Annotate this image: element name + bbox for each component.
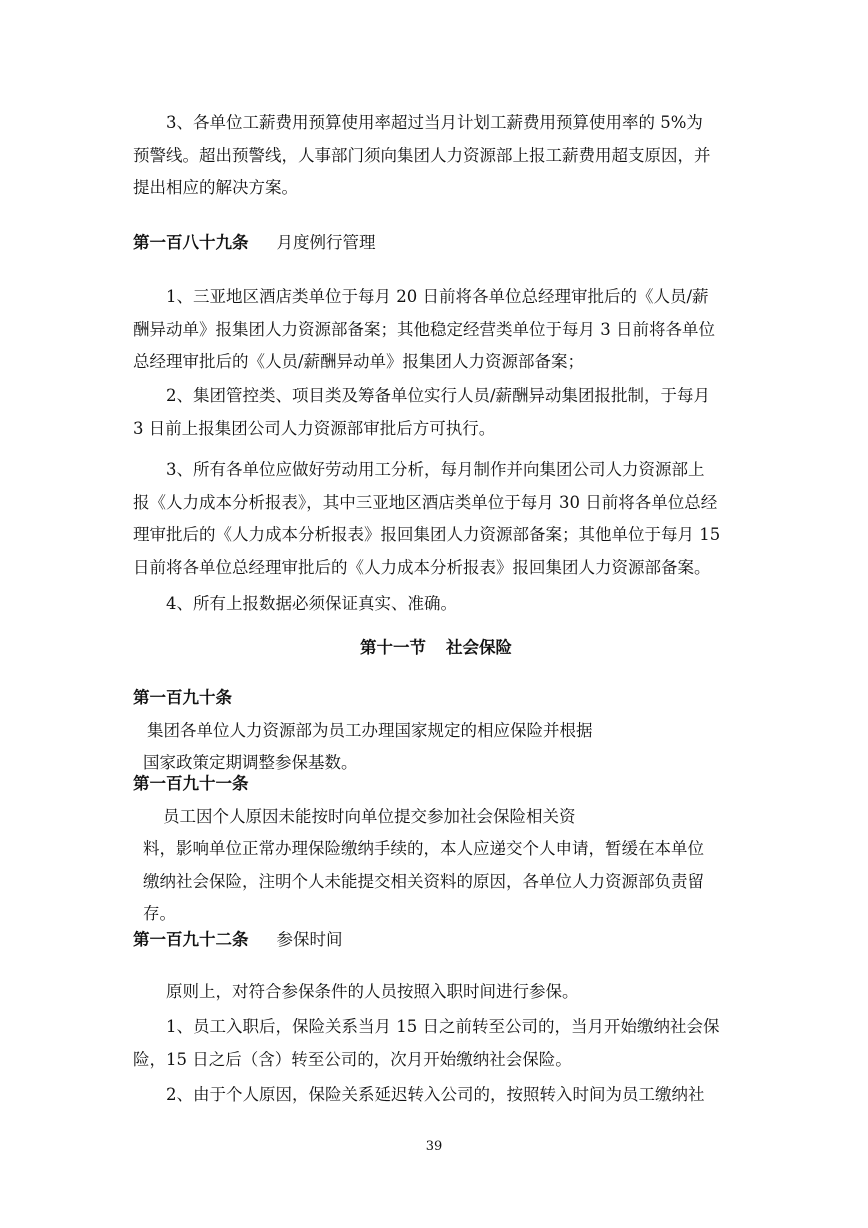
paragraph-enrollment-2 <box>133 1079 739 1112</box>
text-line: 原则上，对符合参保条件的人员按照入职时间进行参保。 <box>166 982 579 1001</box>
text-line: 2、集团管控类、项目类及筹备单位实行人员/薪酬异动集团报批制，于每月 <box>166 386 711 405</box>
text-line: 料，影响单位正常办理保险缴纳手续的，本人应递交个人申请，暂缓在本单位 <box>143 839 704 858</box>
text-line: 3、所有各单位应做好劳动用工分析，每月制作并向集团公司人力资源部上 <box>166 460 705 479</box>
article-number: 第一百九十一条 <box>133 774 249 793</box>
text-line: 国家政策定期调整参保基数。 <box>143 753 358 772</box>
paragraph-budget-warning <box>133 107 739 205</box>
article-number: 第一百八十九条 <box>133 233 249 252</box>
text-line: 日前将各单位总经理审批后的《人力成本分析报表》报回集团人力资源部备案。 <box>133 557 711 577</box>
text-line: 险，15 日之后（含）转至公司的，次月开始缴纳社会保险。 <box>133 1049 572 1069</box>
paragraph-item-1 <box>133 281 739 379</box>
paragraph-enrollment-1 <box>133 1011 739 1076</box>
text-line: 1、三亚地区酒店类单位于每月 20 日前将各单位总经理审批后的《人员/薪 <box>166 287 709 306</box>
section-heading <box>133 632 739 665</box>
text-line: 报《人力成本分析报表》，其中三亚地区酒店类单位于每月 30 日前将各单位总经 <box>133 492 718 512</box>
article-title: 参保时间 <box>276 930 343 949</box>
text-line: 酬异动单》报集团人力资源部备案；其他稳定经营类单位于每月 3 日前将各单位 <box>133 319 715 339</box>
article-191 <box>133 768 739 931</box>
text-line: 存。 <box>143 904 176 923</box>
text-line: 缴纳社会保险，注明个人未能提交相关资料的原因，各单位人力资源部负责留 <box>143 871 704 891</box>
paragraph-item-4 <box>133 588 739 621</box>
article-number: 第一百九十二条 <box>133 930 249 949</box>
paragraph-principle <box>133 976 739 1009</box>
section-title: 社会保险 <box>446 638 512 657</box>
text-line: 3、各单位工薪费用预算使用率超过当月计划工薪费用预算使用率的 5%为 <box>166 113 703 132</box>
text-line: 提出相应的解决方案。 <box>133 178 298 197</box>
page-number: 39 <box>425 1139 443 1154</box>
article-title: 月度例行管理 <box>276 233 376 252</box>
article-text: 集团各单位人力资源部为员工办理国家规定的相应保险并根据 <box>147 720 593 740</box>
text-line: 总经理审批后的《人员/薪酬异动单》报集团人力资源部备案； <box>133 352 585 371</box>
paragraph-item-3 <box>133 454 739 584</box>
article-text: 员工因个人原因未能按时向单位提交参加社会保险相关资 <box>163 806 576 826</box>
section-number: 第十一节 <box>360 638 426 657</box>
text-line: 1、员工入职后，保险关系当月 15 日之前转至公司的，当月开始缴纳社会保 <box>166 1017 720 1036</box>
text-line: 2、由于个人原因，保险关系延迟转入公司的，按照转入时间为员工缴纳社 <box>166 1085 705 1104</box>
text-line: 3 日前上报集团公司人力资源部审批后方可执行。 <box>133 418 496 438</box>
paragraph-item-2 <box>133 380 739 445</box>
text-line <box>133 682 739 747</box>
article-number: 第一百九十条 <box>133 688 232 707</box>
article-189-heading <box>133 227 739 260</box>
text-line: 理审批后的《人力成本分析报表》报回集团人力资源部备案；其他单位于每月 15 <box>133 525 721 544</box>
text-line: 预警线。超出预警线，人事部门须向集团人力资源部上报工薪费用超支原因，并 <box>133 145 711 165</box>
article-190 <box>133 682 739 780</box>
article-192-heading <box>133 924 739 957</box>
text-line <box>133 768 739 833</box>
text-line: 4、所有上报数据必须保证真实、准确。 <box>166 594 457 613</box>
